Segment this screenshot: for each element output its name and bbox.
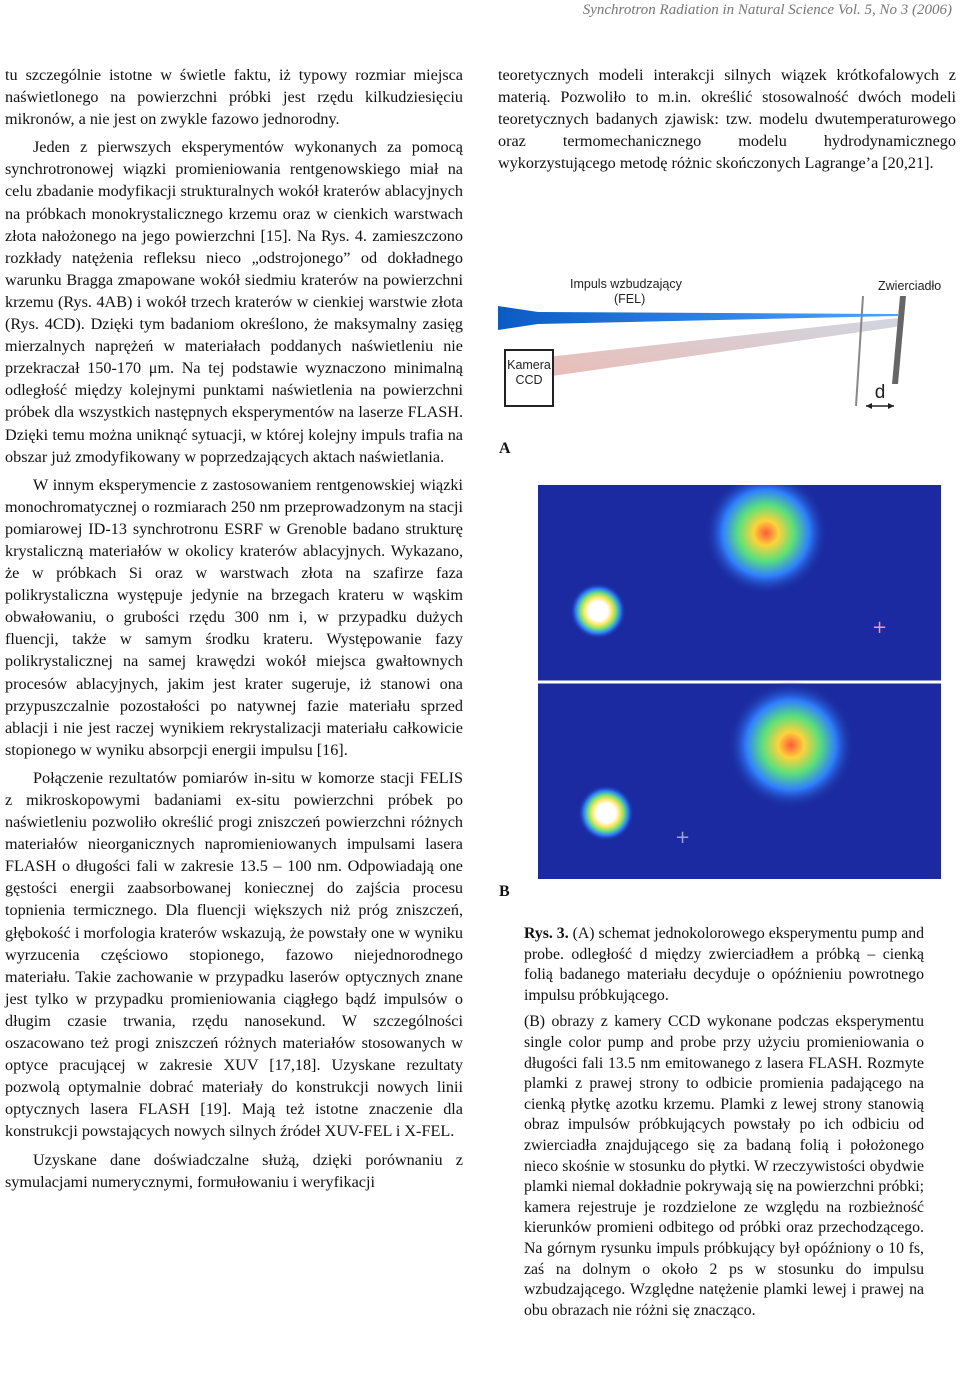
- bright-spot-bottom: [578, 785, 634, 841]
- caption-part-a: (A) schemat jednokolorowego eksperymentu pump and probe. odległość d między zwierciadłem a próbką – cienką folią badanego materiału decyduje o opóźnieniu powrotnego impulsu próbkującego.: [524, 925, 924, 1004]
- caption-title: Rys. 3.: [524, 925, 569, 942]
- distance-label: d: [874, 382, 886, 403]
- paragraph: tu szczególnie istotne w świetle faktu, iż typowy rozmiar miejsca naświetlonego na powierzchni próbki jest rzędu kilkudziesięciu mikronów, a nie jest on zwykle fazowo jednorodny.: [5, 66, 463, 129]
- camera-sub-label: CCD: [515, 373, 543, 387]
- bright-spot-top: [570, 583, 626, 639]
- panel-label-b: B: [499, 883, 510, 900]
- camera-label: Kamera: [507, 358, 551, 372]
- mirror-label: Zwierciadło: [878, 279, 942, 293]
- figure-caption: [524, 924, 924, 1327]
- paragraph: W innym eksperymencie z zastosowaniem rentgenowskiej wiązki monochromatycznej o rozmiarach 250 nm przeprowadzonym na stacji pomiarowej ID-13 synchrotronu ESRF w Grenoble badano strukturę krystaliczną materiałów w okolicy kraterów ablacyjnych. Wykazano, że w próbkach Si oraz w warstwach złota na szafirze faza polikrystaliczna występuje jedynie na brzegach krateru w wąskim obwałowaniu, o grubości rzędu 300 nm i, w przypadku dużych fluencji, także w samym środku krateru. Występowanie fazy polikrystalicznej na samej krawędzi wokół miejsca gwałtownych procesów ablacyjnych, jakim jest krater sugeruje, iż stanowi ona przypuszczalnie pozostałości po natywnej fazie materiału sprzed ablacji i nie jest raczej wynikiem rekrystalizacji materiału całkowicie stopionego w wyniku absorpcji energii impulsu [16].: [5, 475, 463, 759]
- caption-part-b: (B) obrazy z kamery CCD wykonane podczas eksperymentu single color pump and probe przy użyciu promieniowania o długości fali 13.5 nm emitowanego z lasera FLASH. Rozmyte plamki z prawej strony to odbicie promienia padającego na cienką płytkę azotku krzemu. Plamki z lewej strony stanowią obraz impulsów próbkujących powstały po ich odbiciu od zwierciadła znajdującego się za badaną folią i położonego nieco skośnie w stosunku do płytki. W rzeczywistości obydwie plamki niemal dokładnie pokrywają się na powierzchni próbki; kamera rejestruje je rozdzielone ze względu na rozbieżność kierunków promieni odbitego od próbki oraz przechodzącego. Na górnym rysunku impuls próbkujący był opóźniony o 10 fs, zaś na dolnym o około 2 ps w stosunku do impulsu wzbudzającego. Względne natężenie plamki lewej i prawej na obu obrazach nie różni się znacząco.: [524, 1013, 924, 1319]
- paragraph: Jeden z pierwszych eksperymentów wykonanych za pomocą synchrotronowej wiązki promieniowania rentgenowskiego miał na celu zbadanie modyfikacji strukturalnych wokół kraterów ablacyjnych na próbkach monokrystalicznego krzemu oraz w cienkich warstwach złota nałożonego na jego powierzchni [15]. Na Rys. 4. zamieszczono rozkłady natężenia refleksu nieco „odstrojonego” od dokładnego warunku Bragga zmapowane wokół siedmiu kraterów na powierzchni krzemu (Rys. 4AB) i wokół trzech kraterów w cienkiej warstwie złota (Rys. 4CD). Dzięki tym badaniom określono, że maksymalny zasięg mierzalnych naprężeń w materiałach poddanych naświetleniu nie przekraczał 150-170 μm. Na tej podstawie wyznaczono minimalną odległość między kolejnymi punktami naświetlenia na powierzchni próbek dla wszystkich następnych eksperymentów na laserze FLASH. Dzięki temu można uniknąć sytuacji, w której kolejny impuls trafia na obszar już zmodyfikowany w poprzedzających aktach naświetlania.: [5, 138, 463, 466]
- diffuse-spot-bottom: [727, 681, 855, 809]
- paragraph: Uzyskane dane doświadczalne służą, dzięki porównaniu z symulacjami numerycznymi, formułowaniu i weryfikacji: [5, 1150, 463, 1191]
- paragraph: teoretycznych modeli interakcji silnych wiązek krótkofalowych z materią. Pozwoliło to m.in. określić stosowalność dwóch modeli teoretycznych badanych zjawisk: tzw. modelu dwutemperaturowego oraz termomechanicznego modelu hydrodynamicznego wykorzystującego metodę różnic skończonych Lagrange’a [20,21].: [498, 66, 956, 173]
- running-header: Synchrotron Radiation in Natural Science Vol. 5, No 3 (2006): [582, 2, 952, 18]
- mirror: [892, 296, 906, 384]
- sample-line: [856, 296, 863, 406]
- ccd-images: [538, 485, 941, 879]
- right-column: [498, 64, 956, 174]
- crosshair-icon: +: [675, 827, 691, 848]
- crosshair-icon: +: [872, 617, 888, 638]
- probe-beam: [538, 318, 902, 378]
- left-column: [5, 64, 463, 1199]
- pump-label: Impuls wzbudzający: [570, 277, 682, 291]
- paragraph: Połączenie rezultatów pomiarów in-situ w komorze stacji FELIS z mikroskopowymi badaniami ex-situ powierzchni próbek po naświetleniu pozwoliło określić progi zniszczeń powierzchni różnych materiałów nieorganicznych napromieniowanych impulsami lasera FLASH o długości fali w zakresie 13.5 – 100 nm. Odpowiadają one gęstości energii zaabsorbowanej koniecznej do zajścia procesu topnienia termicznego. Dla fluencji większych niż próg zniszczeń, głębokość i morfologia kraterów wskazują, że powstały one w wyniku wyrzucenia częściowo stopionego, fazowo niejednorodnego materiału. Takie zachowanie w przypadku laserów optycznych znane jest tylko w przypadku promieniowania ciągłego bądź impulsów o długim czasie trwania, rzędu nanosekund. W szczególności oszacowano też progi zniszczeń różnych materiałów stosowanych w optyce pracującej w zakresie XUV [17,18]. Uzyskane rezultaty pozwolą optymalnie dobrać materiały do konstrukcji nowych linii optycznych lasera FLASH [19]. Mają też istotne znaczenie dla konstrukcji powstających nowych silnych źródeł XUV-FEL i X-FEL.: [5, 768, 463, 1141]
- panel-label-a: A: [499, 440, 511, 457]
- pump-sub-label: (FEL): [614, 292, 646, 306]
- pump-probe-diagram: [498, 266, 958, 416]
- probe-sub-label: (FEL): [704, 393, 736, 407]
- probe-label: Impuls próbkujący: [664, 378, 765, 392]
